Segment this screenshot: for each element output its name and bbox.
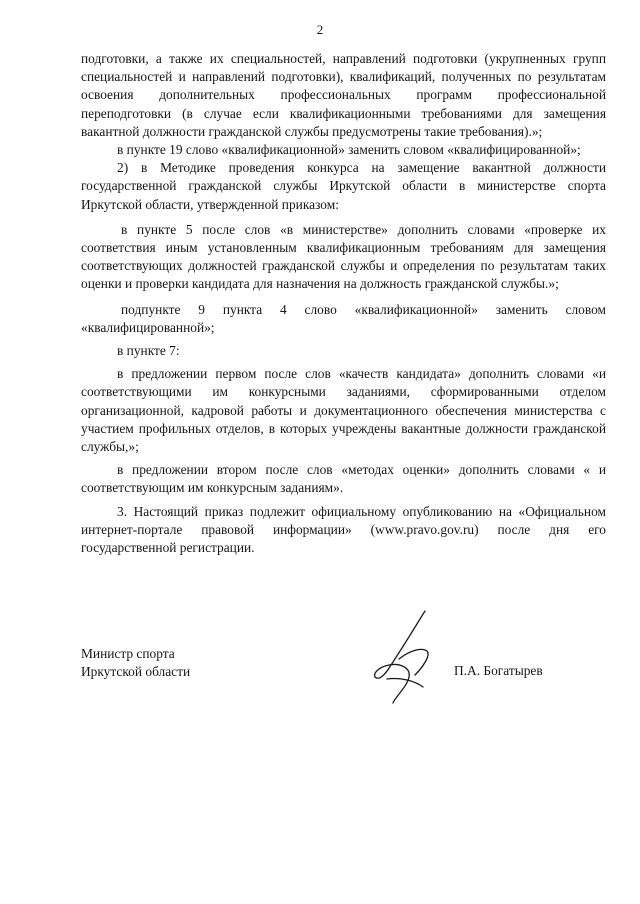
paragraph-subitem-9: подпункте 9 пункта 4 слово «квалификационной» заменить словом «квалифицированной»; [81,301,606,335]
paragraph-continuation: подготовки, а также их специальностей, направлений подготовки (укрупненных групп специальностей и направлений подготовки), квалификаций, полученных по результатам освоения дополнительных профессиональных программ профессиональной переподготовки (в случае если квалификационными требованиями для замещения вакантной должности гражданской службы предусмотрены такие требования).»; [81,51,606,139]
document-body [81,50,606,557]
paragraph-first-sentence: в предложении первом после слов «качеств кандидата» дополнить словами «и соответствующими им конкурсными заданиями, сформированными отделом организационной, кадровой работы и документационного обеспечения министерства с участием профильных отделов, в которых учреждены вакантные должности гражданской службы,»; [81,366,606,455]
paragraph-methodology: 2) в Методике проведения конкурса на замещение вакантной должности государственной гражданской службы Иркутской области в министерстве спорта Иркутской области, утвержденной приказом: [81,160,606,212]
page-number: 2 [316,22,324,37]
position-line-2: Иркутской области [81,664,191,680]
paragraph-publication: 3. Настоящий приказ подлежит официальному опубликованию на «Официальном интернет-портале правовой информации» (www.pravo.gov.ru) после дня его государственной регистрации. [81,503,606,556]
paragraph-item-5: в пункте 5 после слов «в министерстве» дополнить словами «проверке их соответствия иным установленным квалификационным требованиям для замещения соответствующих должностей гражданской службы и определения по результатам таких оценки и проверки кандидата для назначения на должность гражданской службы.»; [81,221,606,292]
position-line-1: Министр спорта [81,646,175,661]
signatory-name: П.А. Богатырев [454,663,543,678]
paragraph-second-sentence: в предложении втором после слов «методах оценки» дополнить словами « и соответствующим им конкурсным заданиям». [81,462,606,496]
paragraph-item-19: в пункте 19 слово «квалификационной» заменить словом «квалифицированной»; [117,142,581,158]
signatory-position [81,645,190,681]
paragraph-item-7: в пункте 7: [117,343,180,359]
handwritten-signature [365,607,445,707]
